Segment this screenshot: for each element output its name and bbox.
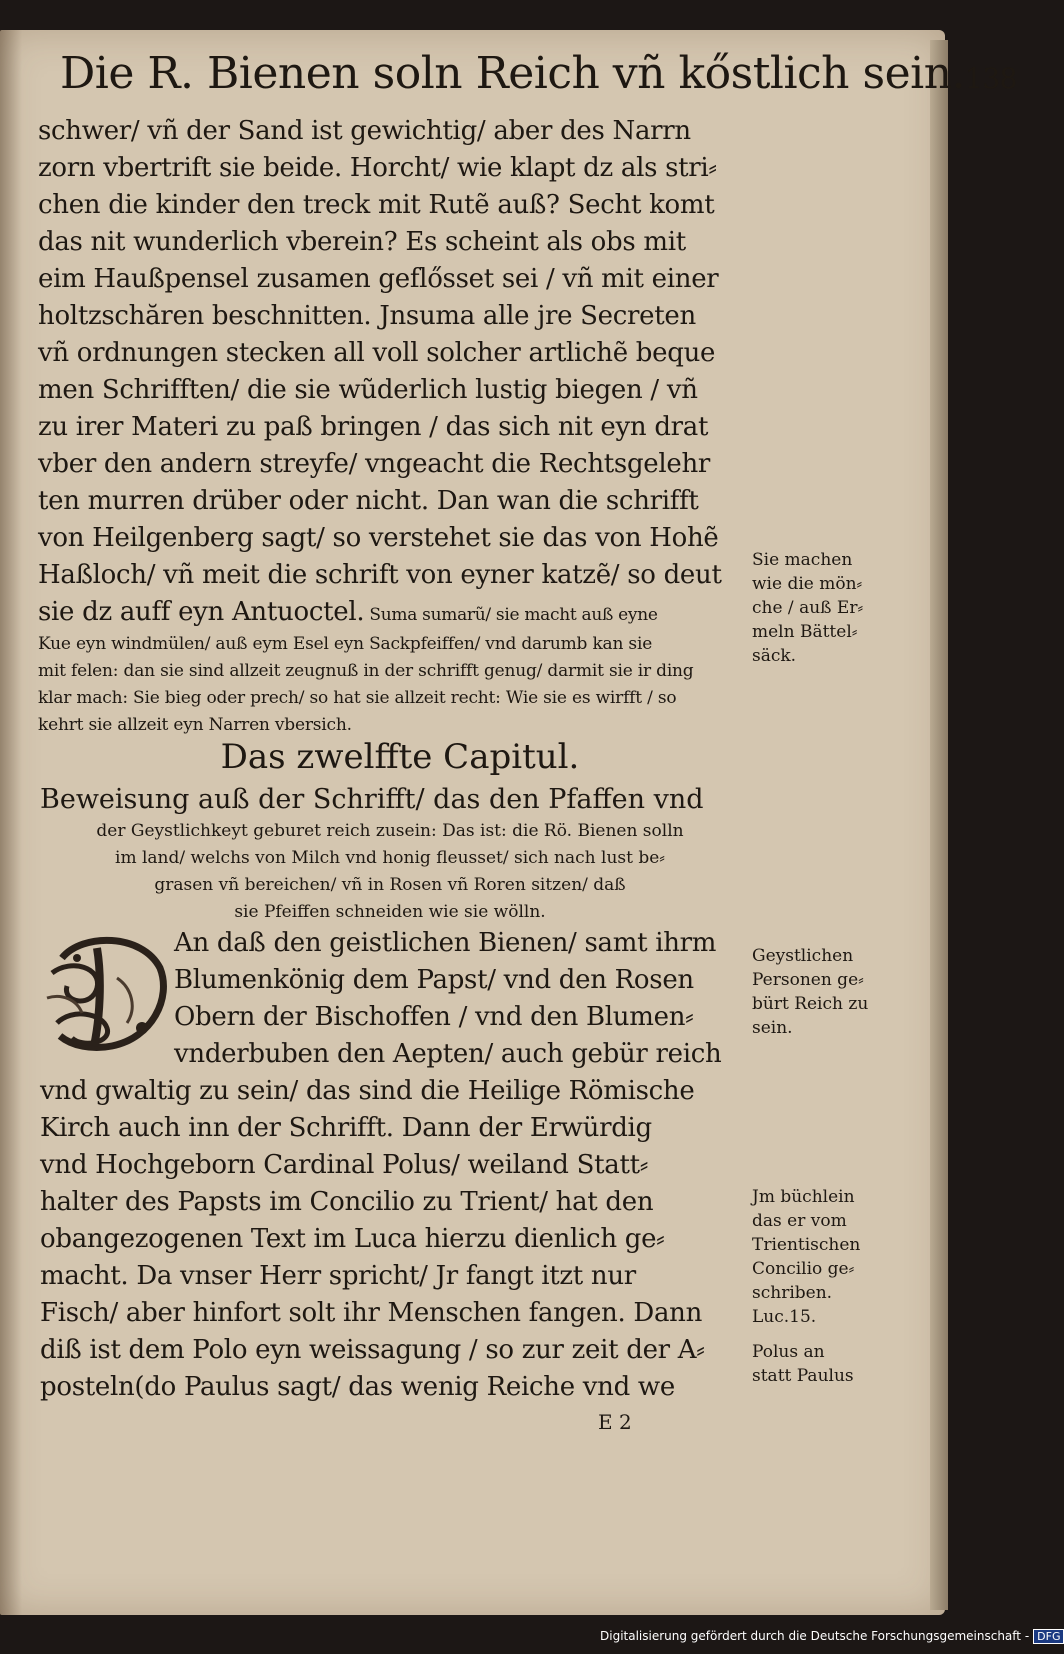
signature-mark: E 2 xyxy=(598,1410,632,1434)
body-text-block-2 xyxy=(40,925,745,1406)
small-text-line: kehrt sie allzeit eyn Narren vbersich. xyxy=(38,715,352,735)
footer-text: Digitalisierung gefördert durch die Deutsche Forschungsgemeinschaft - xyxy=(600,1629,1030,1643)
text-line: posteln(do Paulus sagt/ das wenig Reiche vnd we xyxy=(40,1372,675,1402)
text-line: An daß den geistlichen Bienen/ samt ihrm xyxy=(174,928,717,958)
text-line: Kirch auch inn der Schrifft. Dann der Erwürdig xyxy=(40,1113,652,1143)
text-line: zorn vbertrift sie beide. Horcht/ wie klapt dz als stri⸗ xyxy=(38,153,717,183)
margin-note xyxy=(752,1185,892,1329)
text-line: eim Haußpensel zusamen geflősset sei / vñ mit einer xyxy=(38,264,719,294)
margin-note-line: das er vom xyxy=(752,1211,847,1231)
margin-note-line: Personen ge⸗ xyxy=(752,970,864,990)
text-line: schwer/ vñ der Sand ist gewichtig/ aber des Narrn xyxy=(38,116,691,146)
margin-note-line: Trientischen xyxy=(752,1235,861,1255)
margin-note-line: Geystlichen xyxy=(752,946,854,966)
small-text-line: klar mach: Sie bieg oder prech/ so hat sie allzeit recht: Wie sie es wirfft / so xyxy=(38,688,677,708)
margin-note-line: statt Paulus xyxy=(752,1366,854,1386)
folio-number: 138 xyxy=(965,62,1017,95)
body-text-block-1 xyxy=(38,113,743,739)
text-line: obangezogenen Text im Luca hierzu dienlich ge⸗ xyxy=(40,1224,665,1254)
margin-note-line: bürt Reich zu xyxy=(752,994,869,1014)
text-line: chen die kinder den treck mit Rutẽ auß? Secht komt xyxy=(38,190,715,220)
text-line: vber den andern streyfe/ vngeacht die Rechtsgelehr xyxy=(38,449,711,479)
chapter-title: Das zwelffte Capitul. xyxy=(220,737,580,777)
margin-note-line: Jm büchlein xyxy=(752,1187,855,1207)
text-line: macht. Da vnser Herr spricht/ Jr fangt itzt nur xyxy=(40,1261,636,1291)
mixed-text-line xyxy=(38,594,743,631)
margin-note xyxy=(752,548,892,668)
chapter-summary-line: im land/ welchs von Milch vnd honig fleusset/ sich nach lust be⸗ xyxy=(115,848,665,868)
text-line-lead: sie dz auff eyn Antuoctel. xyxy=(38,597,365,627)
text-line: Blumenkönig dem Papst/ vnd den Rosen xyxy=(174,965,694,995)
margin-note-line: säck. xyxy=(752,646,797,666)
margin-note-line: Concilio ge⸗ xyxy=(752,1259,855,1279)
chapter-summary-line: der Geystlichkeyt geburet reich zusein: Das ist: die Rö. Bienen solln xyxy=(96,821,684,841)
text-line: holtzschăren beschnitten. Jnsuma alle jre Secreten xyxy=(38,301,696,331)
text-line: das nit wunderlich vberein? Es scheint als obs mit xyxy=(38,227,686,257)
margin-note-line: che / auß Er⸗ xyxy=(752,598,864,618)
text-line: men Schrifften/ die sie wũderlich lustig biegen / vñ xyxy=(38,375,698,405)
running-head-title: Die R. Bienen soln Reich vñ kőstlich sein. xyxy=(60,48,966,99)
text-line: von Heilgenberg sagt/ so verstehet sie das von Hohẽ xyxy=(38,523,719,553)
chapter-summary xyxy=(40,782,740,926)
text-line: diß ist dem Polo eyn weissagung / so zur zeit der A⸗ xyxy=(40,1335,705,1365)
text-line: Haßloch/ vñ meit die schrift von eyner katzẽ/ so deut xyxy=(38,560,722,590)
text-line: Fisch/ aber hinfort solt ihr Menschen fangen. Dann xyxy=(40,1298,703,1328)
text-line: vnderbuben den Aepten/ auch gebür reich xyxy=(174,1039,722,1069)
margin-note-line: wie die mön⸗ xyxy=(752,574,863,594)
dfg-logo: DFG xyxy=(1033,1629,1064,1644)
text-line: zu irer Materi zu paß bringen / das sich nit eyn drat xyxy=(38,412,709,442)
text-line: vñ ordnungen stecken all voll solcher artlichẽ beque xyxy=(38,338,716,368)
margin-note-line: meln Bättel⸗ xyxy=(752,622,858,642)
text-line: ten murren drüber oder nicht. Dan wan die schrifft xyxy=(38,486,699,516)
margin-note-line: sein. xyxy=(752,1018,793,1038)
text-line-rest: Suma sumarũ/ sie macht auß eyne xyxy=(364,605,658,625)
page-edge xyxy=(930,40,948,1610)
digitization-footer xyxy=(600,1629,1064,1644)
text-line: vnd Hochgeborn Cardinal Polus/ weiland Statt⸗ xyxy=(40,1150,649,1180)
margin-note-line: Luc.15. xyxy=(752,1307,817,1327)
margin-note-line: Polus an xyxy=(752,1342,825,1362)
text-line: Obern der Bischoffen / vnd den Blumen⸗ xyxy=(174,1002,694,1032)
small-text-line: mit felen: dan sie sind allzeit zeugnuß in der schrifft genug/ darmit sie ir ding xyxy=(38,661,694,681)
chapter-summary-line: grasen vñ bereichen/ vñ in Rosen vñ Roren sitzen/ daß xyxy=(154,875,626,895)
margin-note xyxy=(752,944,892,1040)
chapter-summary-first-line: Beweisung auß der Schrifft/ das den Pfaffen vnd xyxy=(40,784,704,815)
margin-note-line: schriben. xyxy=(752,1283,833,1303)
running-head xyxy=(60,48,1017,105)
text-line: halter des Papsts im Concilio zu Trient/ hat den xyxy=(40,1187,654,1217)
small-text-line: Kue eyn windmülen/ auß eym Esel eyn Sackpfeiffen/ vnd darumb kan sie xyxy=(38,634,653,654)
margin-note xyxy=(752,1340,892,1388)
chapter-summary-line: sie Pfeiffen schneiden wie sie wölln. xyxy=(234,902,546,922)
text-line: vnd gwaltig zu sein/ das sind die Heilige Römische xyxy=(40,1076,695,1106)
margin-note-line: Sie machen xyxy=(752,550,853,570)
